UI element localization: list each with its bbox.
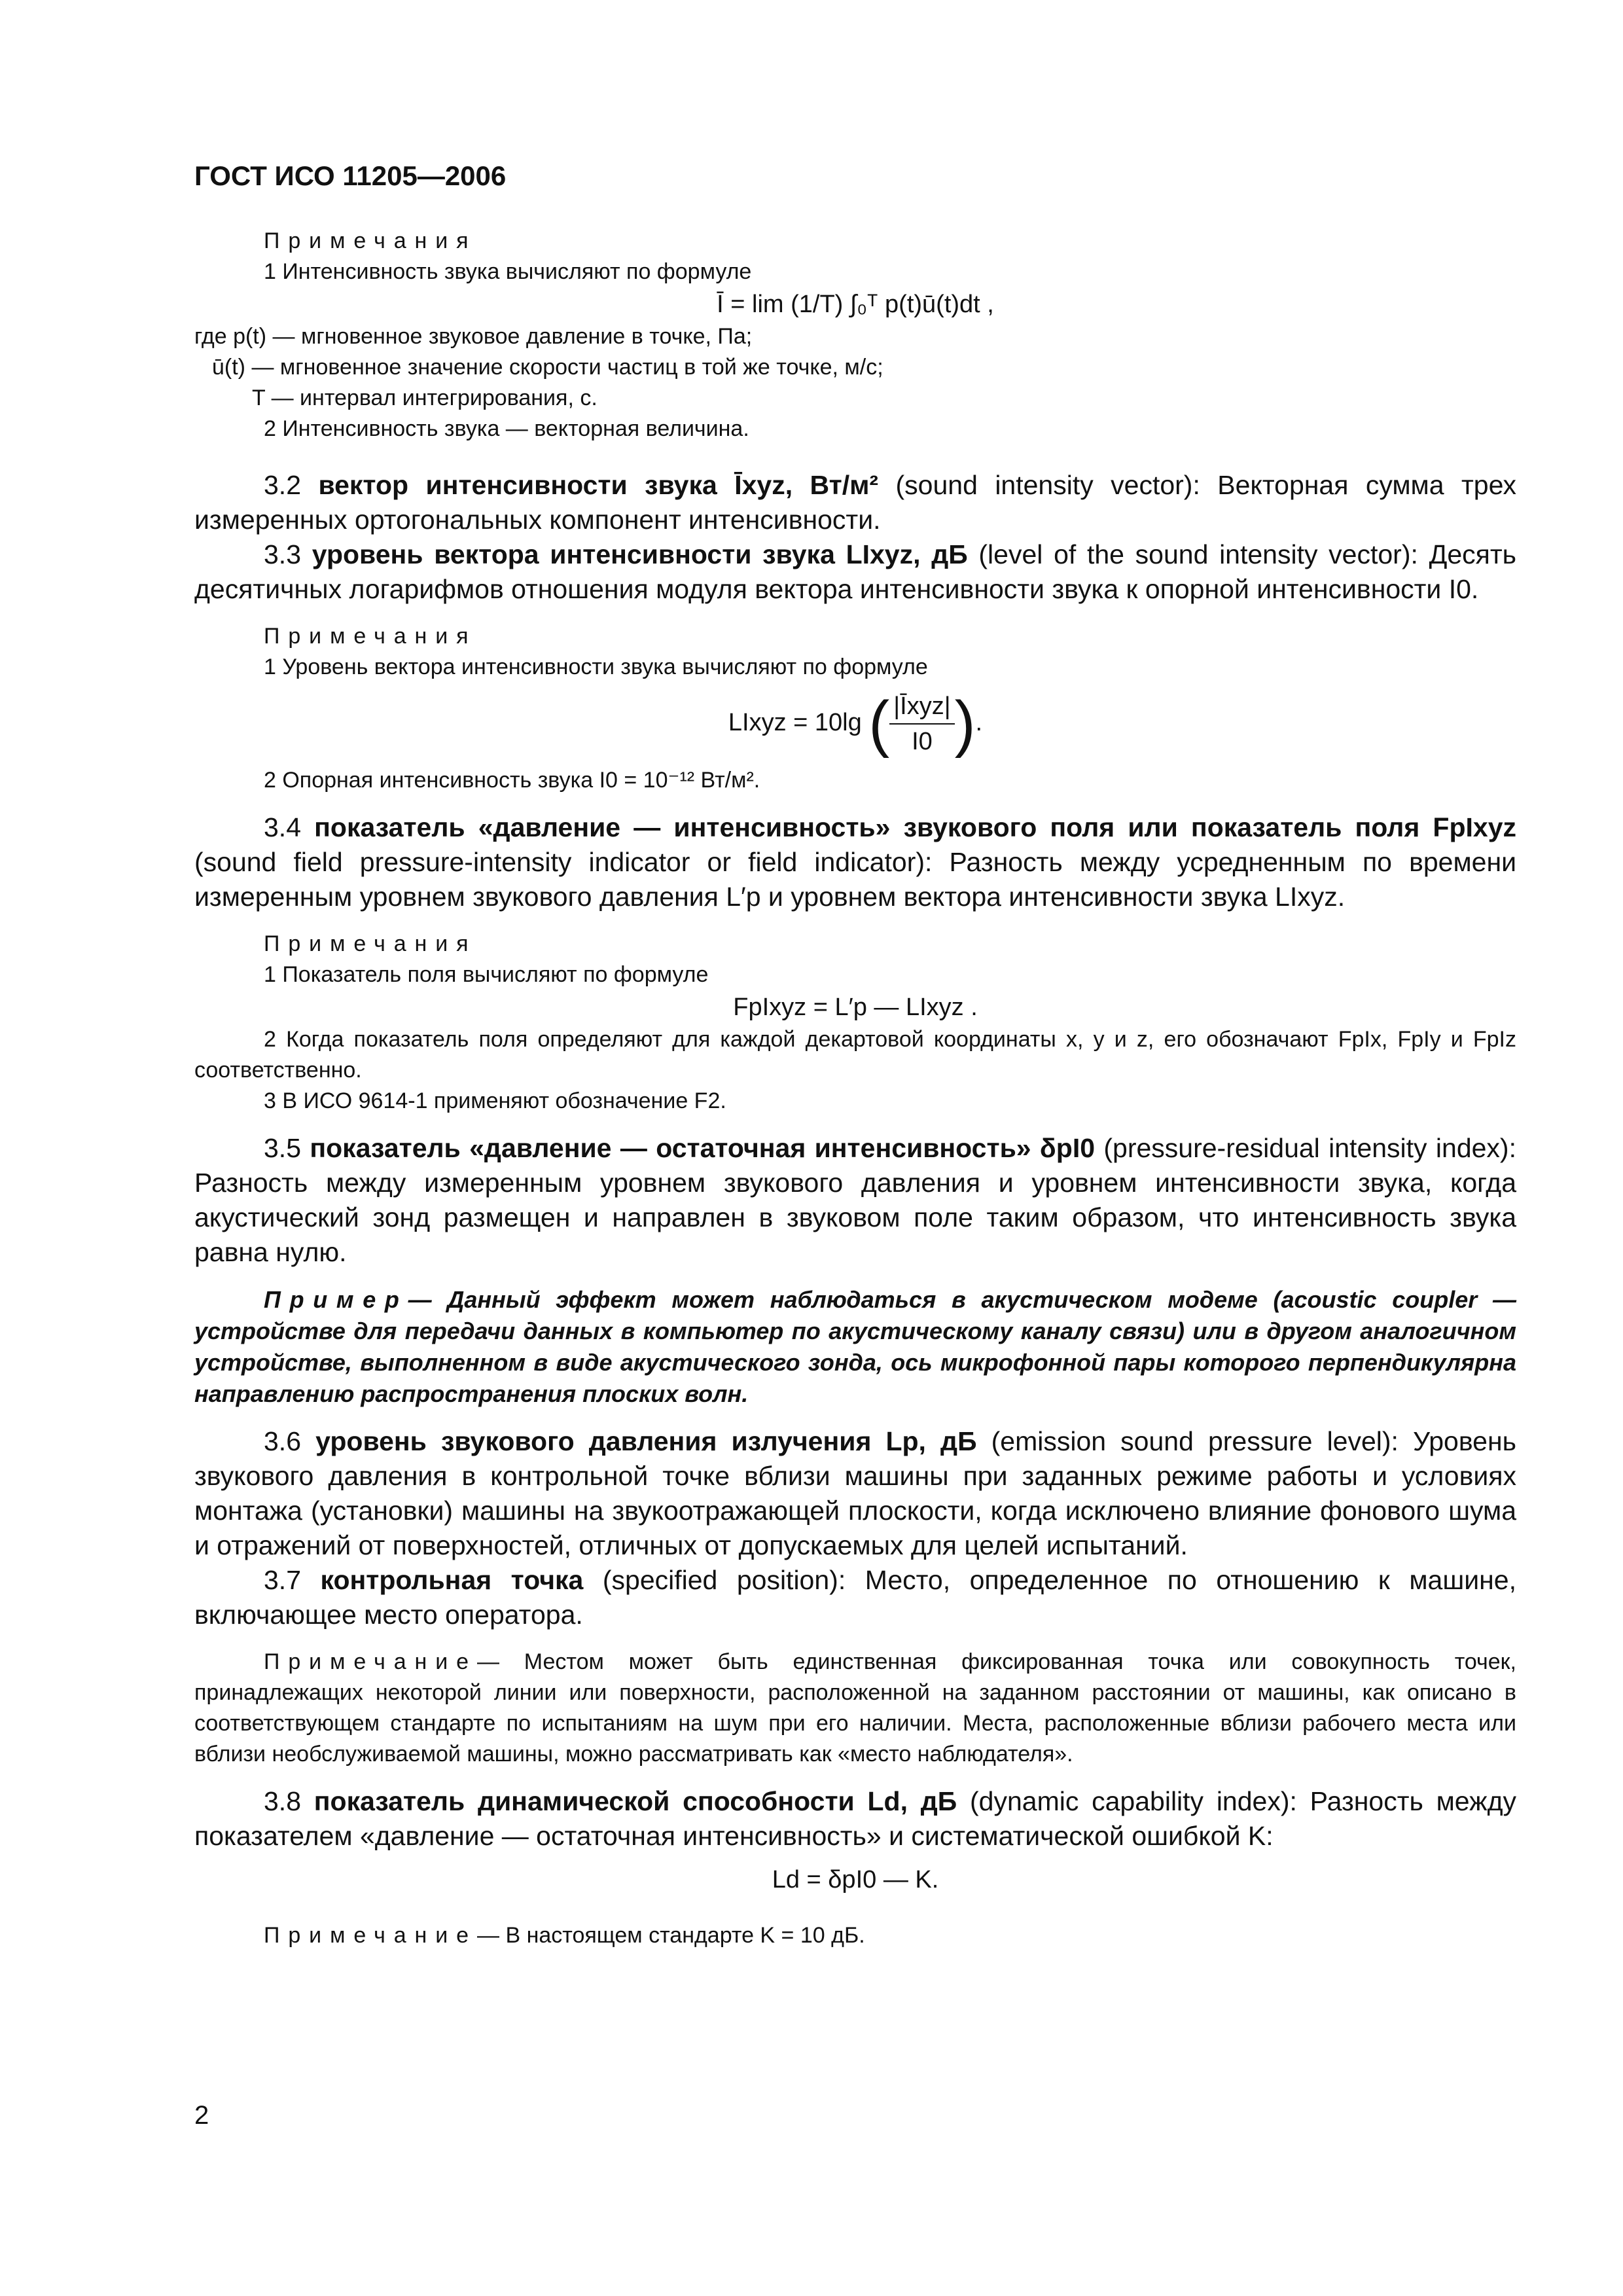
notes-heading: Примечания	[264, 624, 477, 649]
document-header: ГОСТ ИСО 11205—2006	[194, 160, 507, 191]
note-item: 2 Когда показатель поля определяют для каждой декартовой координаты x, y и z, его обозначают FpIx, FpIy и FpIz соответственно.	[194, 1027, 1516, 1083]
page-number: 2	[194, 2101, 209, 2130]
definition-3-6	[194, 1424, 1516, 1563]
note-text: — В настоящем стандарте K = 10 дБ.	[477, 1923, 865, 1948]
definition-text: (dynamic capability index): Разность между показателем «давление — остаточная интенсивность» и систематической ошибкой K:	[194, 1786, 1516, 1851]
clause-number: 3.2	[264, 470, 301, 500]
clause-number: 3.6	[264, 1426, 301, 1456]
term: уровень вектора интенсивности звука LIxyz, дБ	[312, 539, 968, 569]
note-item: 2 Опорная интенсивность звука I0 = 10⁻¹² Вт/м².	[264, 768, 760, 793]
definition-3-3	[194, 537, 1516, 607]
formula-fraction	[889, 689, 954, 759]
formula-left: LIxyz = 10lg	[728, 709, 862, 737]
notes-heading: Примечания	[264, 228, 477, 253]
note-item: 2 Интенсивность звука — векторная величина.	[264, 416, 749, 441]
note-item: 1 Уровень вектора интенсивности звука вычисляют по формуле	[264, 655, 928, 679]
clause-number: 3.3	[264, 539, 301, 569]
term: показатель «давление — интенсивность» звукового поля или показатель поля FpIxyz	[314, 812, 1516, 842]
note-paragraph	[194, 1920, 1516, 1951]
definition-text: (sound intensity vector): Векторная сумма трех измеренных ортогональных компонент интенсивности.	[194, 470, 1516, 535]
clause-number: 3.5	[264, 1133, 301, 1163]
formula-field-indicator: FpIxyz = L′p — LIxyz .	[733, 994, 978, 1021]
example-label: Пример	[264, 1286, 408, 1313]
term: показатель динамической способности Ld, дБ	[313, 1786, 957, 1816]
note-label: Примечание	[264, 1923, 477, 1948]
term: вектор интенсивности звука Īxyz, Вт/м²	[318, 470, 879, 500]
note-item: 1 Показатель поля вычисляют по формуле	[264, 962, 709, 987]
note-item: 1 Интенсивность звука вычисляют по формуле	[264, 259, 752, 284]
definition-text: (sound field pressure-intensity indicator or field indicator): Разность между усредненным по времени измеренным уровнем звукового давления L′p и уровнем вектора интенсивности звука LIxyz.	[194, 847, 1516, 912]
formula-level: LIxyz = 10lg ( $\frac{\text{|Īxyz|}}{I0}$ ).	[728, 689, 983, 759]
definition-text: (specified position): Место, определенное по отношению к машине, включающее место оператора.	[194, 1565, 1516, 1630]
page-content	[194, 226, 1516, 1951]
where-line: ū(t) — мгновенное значение скорости частиц в той же точке, м/с;	[212, 355, 883, 380]
example-text: — Данный эффект может наблюдаться в акустическом модеме (acoustic coupler — устройстве для передачи данных в компьютер по акустическому каналу связи) или в другом аналогичном устройстве, выполненном в виде акустического зонда, ось микрофонной пары которого перпендикулярна направлению распространения плоских волн.	[194, 1286, 1516, 1407]
term: показатель «давление — остаточная интенсивность» δpI0	[310, 1133, 1096, 1163]
note-item: 3 В ИСО 9614-1 применяют обозначение F2.	[264, 1088, 726, 1113]
notes-heading: Примечания	[264, 931, 477, 956]
formula-denominator: I0	[912, 728, 933, 755]
note-paragraph	[194, 1647, 1516, 1770]
term: уровень звукового давления излучения Lp, дБ	[315, 1426, 977, 1456]
clause-number: 3.4	[264, 812, 301, 842]
definition-text: (pressure-residual intensity index): Разность между измеренным уровнем звукового давления и уровнем интенсивности звука, когда акустический зонд размещен и направлен в звуковом поле таким образом, что интенсивность звука равна нулю.	[194, 1133, 1516, 1267]
clause-number: 3.8	[264, 1786, 301, 1816]
definition-3-2	[194, 468, 1516, 537]
clause-number: 3.7	[264, 1565, 301, 1595]
formula-intensity: Ī = lim (1/T) ∫₀ᵀ p(t)ū(t)dt ,	[717, 291, 994, 318]
definition-3-4	[194, 810, 1516, 914]
example-paragraph	[194, 1284, 1516, 1410]
term: контрольная точка	[320, 1565, 584, 1595]
where-line: T — интервал интегрирования, с.	[252, 386, 597, 410]
where-line: где p(t) — мгновенное звуковое давление в точке, Па;	[194, 324, 753, 349]
definition-3-8	[194, 1784, 1516, 1854]
definition-text: (level of the sound intensity vector): Десять десятичных логарифмов отношения модуля вектора интенсивности звука к опорной интенсивности I0.	[194, 539, 1516, 604]
definition-3-7	[194, 1563, 1516, 1632]
note-label: Примечание	[264, 1649, 477, 1674]
note-text: — Местом может быть единственная фиксированная точка или совокупность точек, принадлежащих некоторой линии или поверхности, расположенной на заданном расстоянии от машины, как описано в соответствующем стандарте по испытаниям на шум при его наличии. Места, расположенные вблизи рабочего места или вблизи необслуживаемой машины, можно рассматривать как «место наблюдателя».	[194, 1649, 1516, 1767]
definition-text: (emission sound pressure level): Уровень звукового давления в контрольной точке вблизи машины при заданных режиме работы и условиях монтажа (установки) машины на звукоотражающей плоскости, когда исключено влияние фонового шума и отражений от поверхностей, отличных от допускаемых для целей испытаний.	[194, 1426, 1516, 1560]
formula-numerator: |Īxyz|	[889, 689, 954, 725]
formula-dynamic-capability: Ld = δpI0 — K.	[772, 1866, 939, 1893]
definition-3-5	[194, 1131, 1516, 1270]
